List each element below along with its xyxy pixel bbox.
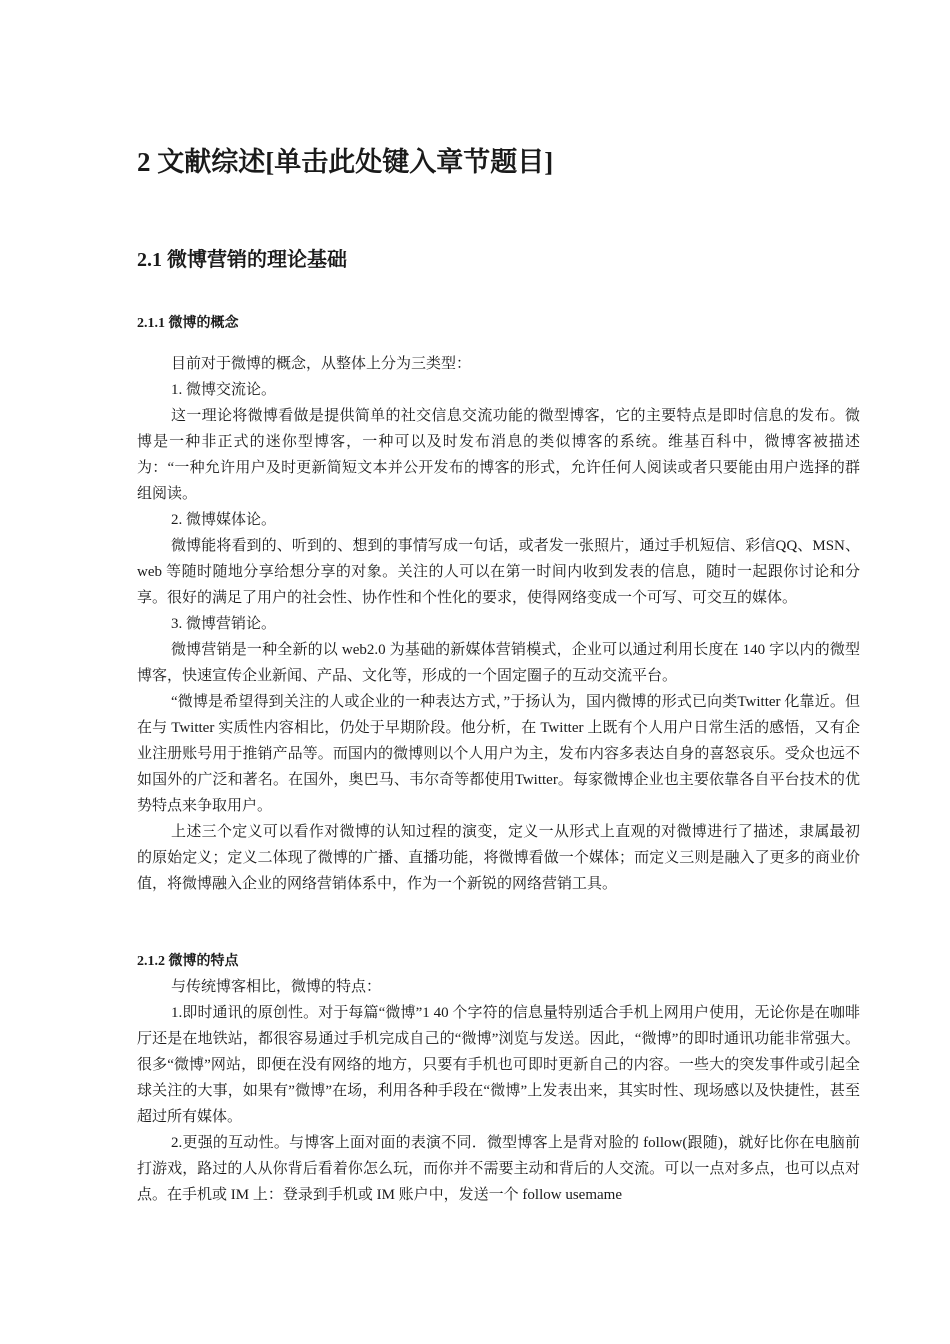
paragraph: 上述三个定义可以看作对微博的认知过程的演变，定义一从形式上直观的对微博进行了描述，隶属最初的原始定义；定义二体现了微博的广播、直播功能，将微博看做一个媒体；而定义三则是融入了更多的商业价值，将微博融入企业的网络营销体系中，作为一个新锐的网络营销工具。 bbox=[137, 824, 860, 892]
chapter-title: 2 文献综述[单击此处键入章节题目] bbox=[137, 147, 554, 177]
paragraph: 这一理论将微博看做是提供简单的社交信息交流功能的微型博客，它的主要特点是即时信息的发布。微博是一种非正式的迷你型博客，一种可以及时发布消息的类似博客的系统。维基百科中，微博客被描述为：“一种允许用户及时更新简短文本并公开发布的博客的形式，允许任何人阅读或者只要能由用户选择的群组阅读。 bbox=[137, 408, 860, 502]
paragraph: 微博营销是一种全新的以 web2.0 为基础的新媒体营销模式，企业可以通过利用长度在 140 字以内的微型博客，快速宣传企业新闻、产品、文化等，形成的一个固定圈子的互动交流平台。 bbox=[137, 642, 860, 684]
paragraph: 目前对于微博的概念，从整体上分为三类型： bbox=[171, 356, 472, 372]
paragraph: 1. 微博交流论。 bbox=[171, 382, 277, 398]
paragraph: 1.即时通讯的原创性。对于每篇“微博”1 40 个字符的信息量特别适合手机上网用户使用，无论你是在咖啡厅还是在地铁站，都很容易通过手机完成自己的“微博”浏览与发送。因此，“微博”的即时通讯功能非常强大。很多“微博”网站，即便在没有网络的地方，只要有手机也可即时更新自己的内容。一些大的突发事件或引起全球关注的大事，如果有”微博”在场，利用各种手段在“微博”上发表出来，其实时性、现场感以及快捷性，甚至超过所有媒体。 bbox=[137, 1005, 860, 1125]
paragraph: 2.更强的互动性。与博客上面对面的表演不同．微型博客上是背对脸的 follow(跟随)，就好比你在电脑前打游戏，路过的人从你背后看着你怎么玩，而你并不需要主动和背后的人交流。可以一点对多点，也可以点对点。在手机或 IM 上：登录到手机或 IM 账户中，发送一个 follow usemame bbox=[137, 1135, 860, 1203]
paragraph: “微博是希望得到关注的人或企业的一种表达方式，”于扬认为，国内微博的形式已向类Twitter 化靠近。但在与 Twitter 实质性内容相比，仍处于早期阶段。他分析，在 Twitter 上既有个人用户日常生活的感悟，又有企业注册账号用于推销产品等。而国内的微博则以个人用户为主，发布内容多表达自身的喜怒哀乐。受众也远不如国外的广泛和著名。在国外，奥巴马、韦尔奇等都使用Twitter。每家微博企业也主要依靠各自平台技术的优势特点来争取用户。 bbox=[137, 694, 860, 814]
subsection-body-features bbox=[137, 974, 860, 1208]
subsection-title-features: 2.1.2 微博的特点 bbox=[137, 954, 239, 969]
paragraph: 与传统博客相比，微博的特点： bbox=[171, 979, 382, 995]
paragraph: 微博能将看到的、听到的、想到的事情写成一句话，或者发一张照片，通过手机短信、彩信QQ、MSN、web 等随时随地分享给想分享的对象。关注的人可以在第一时间内收到发表的信息，随时一起跟你讨论和分享。很好的满足了用户的社会性、协作性和个性化的要求，使得网络变成一个可写、可交互的媒体。 bbox=[137, 538, 860, 606]
paragraph: 2. 微博媒体论。 bbox=[171, 512, 277, 528]
subsection-title-concept: 2.1.1 微博的概念 bbox=[137, 316, 239, 331]
section-title: 2.1 微博营销的理论基础 bbox=[137, 249, 347, 271]
paragraph: 3. 微博营销论。 bbox=[171, 616, 277, 632]
subsection-body-concept bbox=[137, 351, 860, 897]
